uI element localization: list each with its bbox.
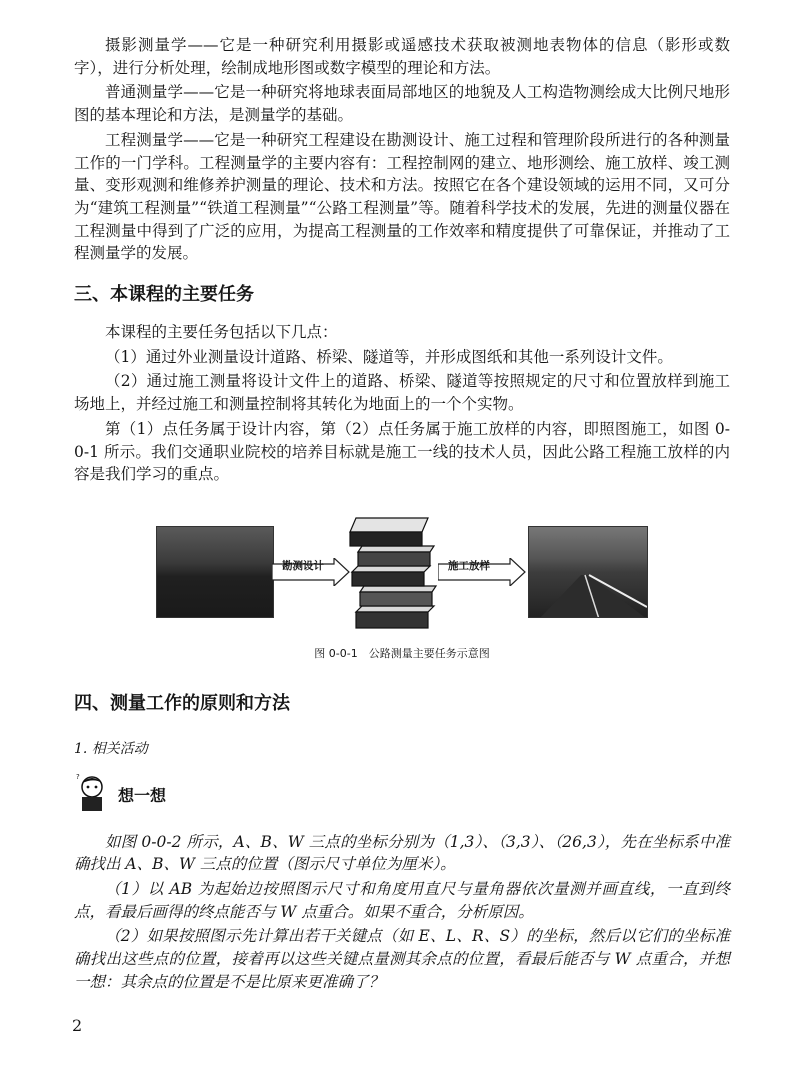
paragraph-task-1: （1）通过外业测量设计道路、桥梁、隧道等，并形成图纸和其他一系列设计文件。 xyxy=(105,347,673,366)
paragraph-task-2: （2）通过施工测量将设计文件上的道路、桥梁、隧道等按照规定的尺寸和位置放样到施工场地上，并经过施工和测量控制将其转化为地面上的一个个实物。 xyxy=(74,372,730,414)
books-stack-icon xyxy=(346,512,438,632)
figure-caption: 图 0-0-1 公路测量主要任务示意图 xyxy=(314,646,490,660)
paragraph-exercise-1: （1）以 AB 为起始边按照图示尺寸和角度用直尺与量角器依次量测并画直线，一直到终点，看最后画得的终点能否与 W 点重合。如果不重合，分析原因。 xyxy=(74,880,730,921)
page-content xyxy=(74,34,730,996)
paragraph-exercise-intro: 如图 0-0-2 所示，A、B、W 三点的坐标分别为（1,3）、（3,3）、（26,3），先在坐标系中准确找出 A、B、W 三点的位置（图示尺寸单位为厘米）。 xyxy=(74,832,730,874)
paragraph-engineering-surveying: 工程测量学——它是一种研究工程建设在勘测设计、施工过程和管理阶段所进行的各种测量工作的一门学科。工程测量学的主要内容有：工程控制网的建立、地形测绘、施工放样、竣工测量、变形观测和维修养护测量的理论、技术和方法。按照它在各个建设领域的运用不同，又可分为“建筑工程测量”“铁道工程测量”“公路工程测量”等。随着科学技术的发展，先进的测量仪器在工程测量中得到了广泛的应用，为提高工程测量的工作效率和精度提供了可靠保证，并推动了工程测量学的发展。 xyxy=(74,130,730,263)
section-heading-main-tasks: 三、本课程的主要任务 xyxy=(74,284,254,306)
section-heading-principles: 四、测量工作的原则和方法 xyxy=(74,692,290,714)
highway-road-graphic xyxy=(529,527,648,618)
highway-photo xyxy=(528,526,648,618)
arrow-label-survey-design: 勘测设计 xyxy=(282,559,324,572)
paragraph-tasks-intro: 本课程的主要任务包括以下几点： xyxy=(105,323,338,342)
think-label: 想一想 xyxy=(118,785,167,805)
svg-text:?: ? xyxy=(76,772,80,781)
paragraph-exercise-2: （2）如果按照图示先计算出若干关键点（如 E、L、R、S）的坐标，然后以它们的坐标准确找出这些点的位置，接着再以这些关键点量测其余点的位置，看最后能否与 W 点重合，并想一想：其余点的位置是不是比原来更准确了？ xyxy=(74,927,730,991)
think-about-it-banner xyxy=(74,771,730,819)
paragraph-general-surveying: 普通测量学——它是一种研究将地球表面局部地区的地貌及人工构造物测绘成大比例尺地形图的基本理论和方法，是测量学的基础。 xyxy=(74,83,730,125)
survey-design-photo xyxy=(156,526,274,618)
figure-task-diagram xyxy=(74,512,730,632)
paragraph-task-summary: 第（1）点任务属于设计内容，第（2）点任务属于施工放样的内容，即照图施工，如图 0-0-1 所示。我们交通职业院校的培养目标就是施工一线的技术人员，因此公路工程施工放样的内容是我们学习的重点。 xyxy=(74,419,730,484)
paragraph-photogrammetry: 摄影测量学——它是一种研究利用摄影或遥感技术获取被测地表物体的信息（影形或数字），进行分析处理，绘制成地形图或数字模型的理论和方法。 xyxy=(74,36,730,77)
thinking-student-icon xyxy=(74,771,110,815)
arrow-label-construction-layout: 施工放样 xyxy=(448,559,490,572)
sub-heading-activities: 1. 相关活动 xyxy=(74,740,148,757)
page-number: 2 xyxy=(72,1016,83,1035)
